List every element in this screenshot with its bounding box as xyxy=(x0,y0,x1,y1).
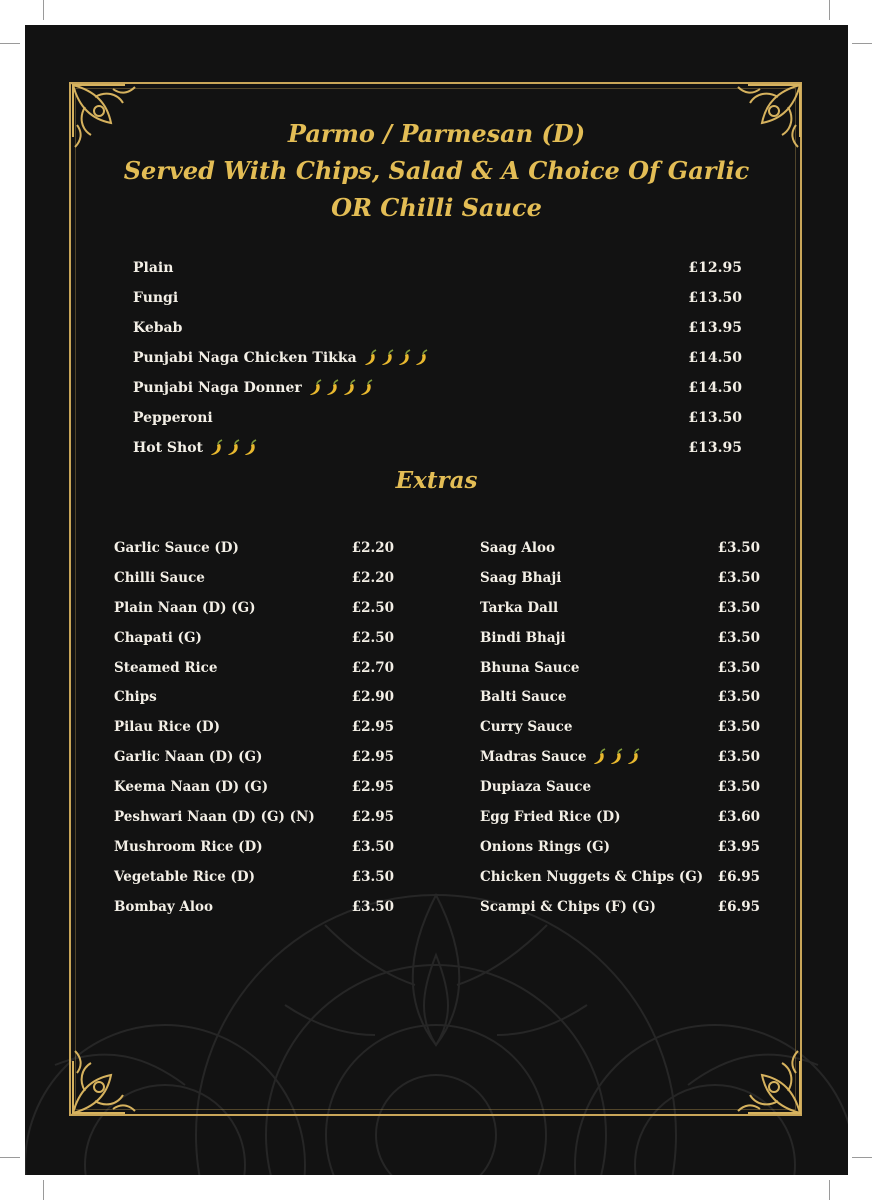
menu-item-label: Vegetable Rice (D) xyxy=(114,868,256,885)
menu-item-name xyxy=(133,349,430,367)
menu-item-label: Plain xyxy=(133,260,174,276)
crop-mark xyxy=(829,1180,830,1200)
page-title xyxy=(85,115,788,226)
crop-mark xyxy=(829,0,830,20)
menu-item xyxy=(480,653,760,683)
spice-level xyxy=(363,349,430,367)
chili-pepper-icon xyxy=(359,379,375,397)
menu-item-name xyxy=(114,899,213,915)
menu-item-label: Punjabi Naga Chicken Tikka xyxy=(133,350,357,366)
menu-item-price: £3.50 xyxy=(717,749,760,766)
menu-item-price: £2.20 xyxy=(351,569,394,586)
chili-pepper-icon xyxy=(226,439,242,457)
menu-item xyxy=(114,772,394,802)
menu-item-label: Bombay Aloo xyxy=(114,898,214,915)
menu-item-price: £3.50 xyxy=(717,569,760,586)
menu-item xyxy=(480,563,760,593)
menu-item-name xyxy=(133,320,182,336)
menu-item-name xyxy=(114,869,255,885)
menu-item-label: Chicken Nuggets & Chips (G) xyxy=(480,868,704,885)
menu-item-name xyxy=(480,660,579,676)
menu-item-price: £13.50 xyxy=(688,290,742,306)
menu-item-price: £3.50 xyxy=(717,599,760,616)
menu-item xyxy=(114,742,394,772)
menu-item-name xyxy=(114,779,268,795)
menu-item-label: Pilau Rice (D) xyxy=(114,719,221,736)
menu-item xyxy=(133,313,742,343)
menu-item xyxy=(480,712,760,742)
menu-page xyxy=(25,25,848,1175)
menu-item-label: Dupiaza Sauce xyxy=(480,779,592,796)
menu-item-price: £14.50 xyxy=(688,350,742,366)
spice-level xyxy=(308,379,375,397)
parmo-menu-list xyxy=(133,253,742,463)
crop-mark xyxy=(0,1157,20,1158)
menu-item-name xyxy=(133,379,375,397)
menu-item-price: £13.95 xyxy=(688,320,742,336)
menu-item xyxy=(480,682,760,712)
spice-level xyxy=(209,439,259,457)
menu-item-price: £3.95 xyxy=(717,838,760,855)
menu-item xyxy=(133,433,742,463)
menu-item-price: £12.95 xyxy=(688,260,742,276)
menu-item-label: Saag Aloo xyxy=(480,539,555,556)
extras-left-column xyxy=(114,533,394,922)
menu-item-price: £3.60 xyxy=(717,808,760,825)
menu-item-price: £3.50 xyxy=(717,779,760,796)
menu-item-label: Onions Rings (G) xyxy=(480,838,611,855)
menu-item-name xyxy=(480,630,566,646)
menu-item-label: Garlic Naan (D) (G) xyxy=(114,749,263,766)
menu-item-name xyxy=(114,630,202,646)
menu-item-label: Pepperoni xyxy=(133,410,213,426)
menu-item-label: Scampi & Chips (F) (G) xyxy=(480,898,656,915)
menu-item-name xyxy=(480,748,642,766)
menu-item-name xyxy=(480,540,555,556)
menu-item xyxy=(114,862,394,892)
menu-item-price: £2.95 xyxy=(351,719,394,736)
menu-item-name xyxy=(114,839,263,855)
menu-item-name xyxy=(480,600,558,616)
menu-item-price: £3.50 xyxy=(717,539,760,556)
crop-mark xyxy=(0,43,20,44)
menu-item-name xyxy=(114,540,239,556)
menu-item-label: Tarka Dall xyxy=(480,599,559,616)
extras-right-column xyxy=(480,533,760,922)
menu-item-label: Balti Sauce xyxy=(480,689,567,706)
crop-mark xyxy=(852,43,872,44)
menu-item-name xyxy=(480,570,561,586)
menu-item-label: Garlic Sauce (D) xyxy=(114,539,239,556)
crop-mark xyxy=(43,0,44,20)
chili-pepper-icon xyxy=(609,748,625,766)
menu-item-price: £3.50 xyxy=(717,689,760,706)
menu-item-label: Curry Sauce xyxy=(480,719,573,736)
menu-item xyxy=(480,862,760,892)
menu-item-price: £13.95 xyxy=(688,440,742,456)
chili-pepper-icon xyxy=(308,379,324,397)
menu-item xyxy=(480,533,760,563)
menu-item-name xyxy=(480,899,656,915)
menu-item xyxy=(133,253,742,283)
menu-item-label: Saag Bhaji xyxy=(480,569,562,586)
filigree-corner-icon xyxy=(722,1035,808,1121)
filigree-corner-icon xyxy=(65,1035,151,1121)
menu-item-label: Chapati (G) xyxy=(114,629,202,646)
menu-item xyxy=(480,742,760,772)
menu-item-name xyxy=(480,779,591,795)
menu-item xyxy=(114,682,394,712)
menu-item xyxy=(480,772,760,802)
chili-pepper-icon xyxy=(626,748,642,766)
menu-item xyxy=(133,403,742,433)
menu-item-name xyxy=(480,689,566,705)
menu-item-label: Steamed Rice xyxy=(114,659,218,676)
menu-item xyxy=(133,373,742,403)
chili-pepper-icon xyxy=(380,349,396,367)
menu-item-name xyxy=(133,410,213,426)
menu-item xyxy=(114,712,394,742)
menu-item-price: £3.50 xyxy=(351,838,394,855)
title-line: OR Chilli Sauce xyxy=(331,193,542,222)
menu-item-price: £2.95 xyxy=(351,779,394,796)
menu-item-price: £3.50 xyxy=(351,868,394,885)
chili-pepper-icon xyxy=(243,439,259,457)
menu-item-label: Peshwari Naan (D) (G) (N) xyxy=(114,808,315,825)
chili-pepper-icon xyxy=(414,349,430,367)
menu-item-label: Punjabi Naga Donner xyxy=(133,380,302,396)
menu-item xyxy=(114,892,394,922)
menu-item-price: £6.95 xyxy=(717,868,760,885)
menu-item-name xyxy=(114,809,315,825)
menu-item-label: Chilli Sauce xyxy=(114,569,205,586)
menu-item-label: Madras Sauce xyxy=(480,749,587,766)
menu-item-name xyxy=(480,809,621,825)
menu-item-label: Keema Naan (D) (G) xyxy=(114,779,269,796)
menu-item-name xyxy=(114,689,157,705)
menu-item-name xyxy=(480,869,703,885)
menu-item-name xyxy=(133,260,173,276)
menu-item-label: Bhuna Sauce xyxy=(480,659,580,676)
menu-item xyxy=(114,832,394,862)
chili-pepper-icon xyxy=(592,748,608,766)
menu-item-price: £2.95 xyxy=(351,808,394,825)
menu-item xyxy=(114,593,394,623)
menu-item xyxy=(480,593,760,623)
menu-item xyxy=(480,832,760,862)
menu-item-name xyxy=(480,719,572,735)
menu-item xyxy=(133,283,742,313)
menu-item-label: Egg Fried Rice (D) xyxy=(480,808,621,825)
menu-item-price: £2.20 xyxy=(351,539,394,556)
menu-item-price: £2.90 xyxy=(351,689,394,706)
menu-item-price: £2.95 xyxy=(351,749,394,766)
menu-item-price: £3.50 xyxy=(717,629,760,646)
crop-mark xyxy=(852,1157,872,1158)
menu-item-name xyxy=(114,749,262,765)
extras-heading: Extras xyxy=(395,467,478,494)
menu-item-price: £3.50 xyxy=(351,898,394,915)
menu-item xyxy=(114,563,394,593)
menu-item-price: £13.50 xyxy=(688,410,742,426)
menu-item xyxy=(480,802,760,832)
menu-item xyxy=(114,802,394,832)
menu-item-label: Kebab xyxy=(133,320,183,336)
menu-item-name xyxy=(114,719,220,735)
title-line: Parmo / Parmesan (D) xyxy=(287,119,586,148)
menu-item-label: Mushroom Rice (D) xyxy=(114,838,263,855)
spice-level xyxy=(592,748,642,766)
chili-pepper-icon xyxy=(209,439,225,457)
crop-mark xyxy=(43,1180,44,1200)
menu-item xyxy=(480,623,760,653)
menu-item-price: £14.50 xyxy=(688,380,742,396)
menu-item-price: £2.50 xyxy=(351,599,394,616)
title-line: Served With Chips, Salad & A Choice Of Garlic xyxy=(123,156,750,185)
menu-item xyxy=(114,623,394,653)
menu-item-label: Fungi xyxy=(133,290,179,306)
menu-item-name xyxy=(114,600,256,616)
menu-item-name xyxy=(480,839,610,855)
chili-pepper-icon xyxy=(363,349,379,367)
menu-item xyxy=(133,343,742,373)
menu-item-label: Hot Shot xyxy=(133,440,203,456)
menu-item-label: Bindi Bhaji xyxy=(480,629,566,646)
menu-item-name xyxy=(133,439,259,457)
menu-item-name xyxy=(114,570,205,586)
menu-item-name xyxy=(114,660,218,676)
menu-item-price: £3.50 xyxy=(717,659,760,676)
menu-item-name xyxy=(133,290,178,306)
menu-item-label: Plain Naan (D) (G) xyxy=(114,599,256,616)
chili-pepper-icon xyxy=(342,379,358,397)
menu-item-label: Chips xyxy=(114,689,157,706)
chili-pepper-icon xyxy=(325,379,341,397)
chili-pepper-icon xyxy=(397,349,413,367)
menu-item-price: £2.70 xyxy=(351,659,394,676)
menu-item xyxy=(114,653,394,683)
menu-item-price: £3.50 xyxy=(717,719,760,736)
menu-item-price: £6.95 xyxy=(717,898,760,915)
menu-item-price: £2.50 xyxy=(351,629,394,646)
menu-item xyxy=(114,533,394,563)
menu-item xyxy=(480,892,760,922)
